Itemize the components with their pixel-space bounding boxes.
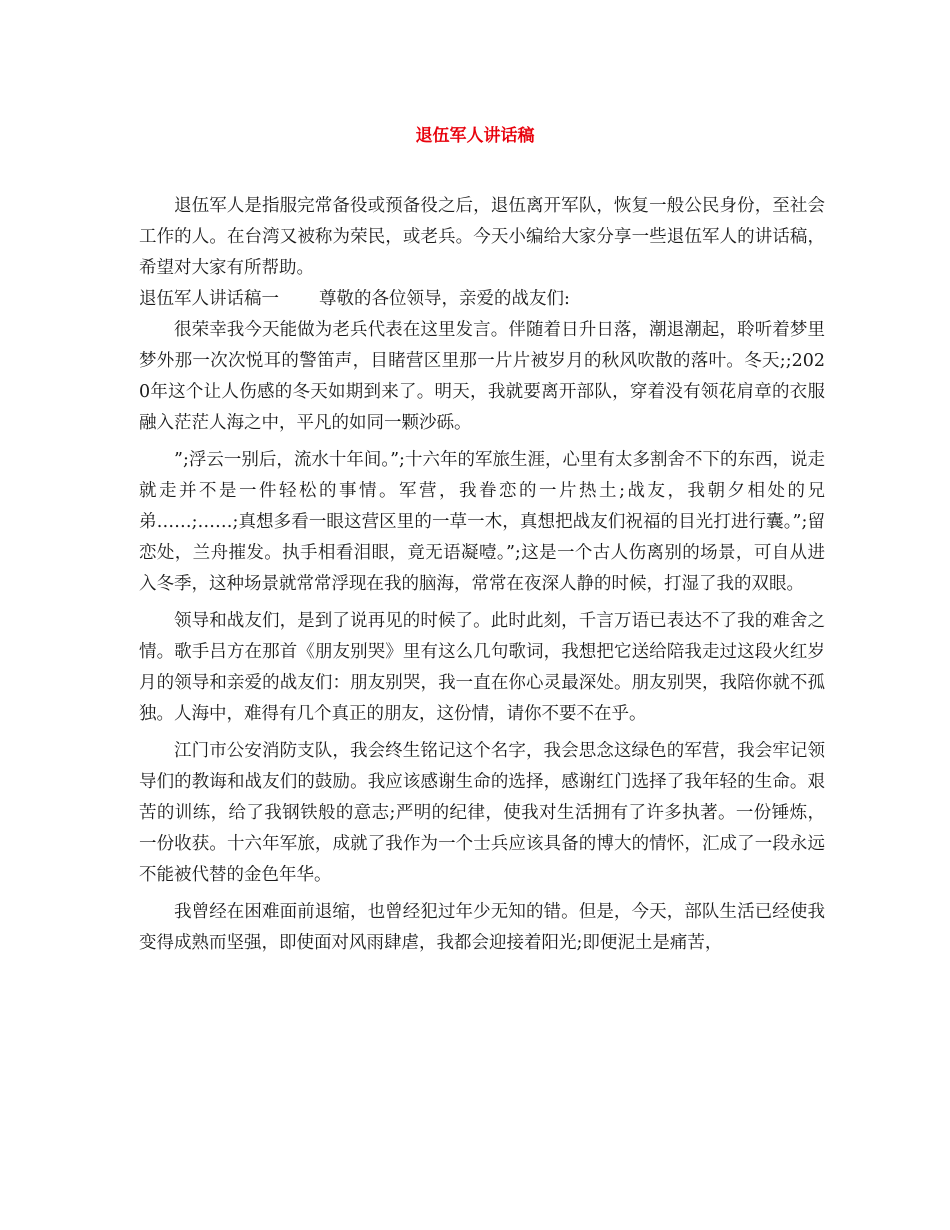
intro-paragraph: 退伍军人是指服完常备役或预备役之后，退伍离开军队，恢复一般公民身份，至社会工作的人。在台湾又被称为荣民，或老兵。今天小编给大家分享一些退伍军人的讲话稿，希望对大家有所帮助。 (139, 196, 825, 278)
salutation: 尊敬的各位领导，亲爱的战友们: (319, 289, 570, 309)
body-paragraph: 江门市公安消防支队，我会终生铭记这个名字，我会思念这绿色的军营，我会牢记领导们的教诲和战友们的鼓励。我应该感谢生命的选择，感谢红门选择了我年轻的生命。艰苦的训练，给了我钢铁般的意志;严明的纪律，使我对生活拥有了许多执著。一份锤炼，一份收获。十六年军旅，成就了我作为一个士兵应该具备的博大的情怀，汇成了一段永远不能被代替的金色年华。 (139, 741, 825, 885)
body-paragraph: 我曾经在困难面前退缩，也曾经犯过年少无知的错。但是，今天，部队生活已经使我变得成熟而坚强，即使面对风雨肆虐，我都会迎接着阳光;即便泥土是痛苦， (139, 902, 825, 953)
body-paragraph: ”;浮云一别后，流水十年间。”;十六年的军旅生涯，心里有太多割舍不下的东西，说走就走并不是一件轻松的事情。军营，我眷恋的一片热土;战友，我朝夕相处的兄弟……;……;真想多看一眼这营区里的一草一木，真想把战友们祝福的目光打进行囊。”;留恋处，兰舟摧发。执手相看泪眼，竟无语凝噎。”;这是一个古人伤离别的场景，可自从进入冬季，这种场景就常常浮现在我的脑海，常常在夜深人静的时候，打湿了我的双眼。 (139, 450, 825, 594)
body-paragraph: 领导和战友们，是到了说再见的时候了。此时此刻，千言万语已表达不了我的难舍之情。歌手吕方在那首《朋友别哭》里有这么几句歌词，我想把它送给陪我走过这段火红岁月的领导和亲爱的战友们：朋友别哭，我一直在你心灵最深处。朋友别哭，我陪你就不孤独。人海中，难得有几个真正的朋友，这份情，请你不要不在乎。 (139, 611, 825, 724)
section-heading: 退伍军人讲话稿一 (139, 289, 279, 309)
section-heading-line (139, 284, 825, 315)
body-paragraph: 很荣幸我今天能做为老兵代表在这里发言。伴随着日升日落，潮退潮起，聆听着梦里梦外那一次次悦耳的警笛声，目睹营区里那一片片被岁月的秋风吹散的落叶。冬天;;2020年这个让人伤感的冬天如期到来了。明天，我就要离开部队，穿着没有领花肩章的衣服融入茫茫人海之中，平凡的如同一颗沙砾。 (139, 320, 825, 433)
document-title: 退伍军人讲话稿 (415, 126, 535, 146)
document-body (139, 191, 825, 959)
